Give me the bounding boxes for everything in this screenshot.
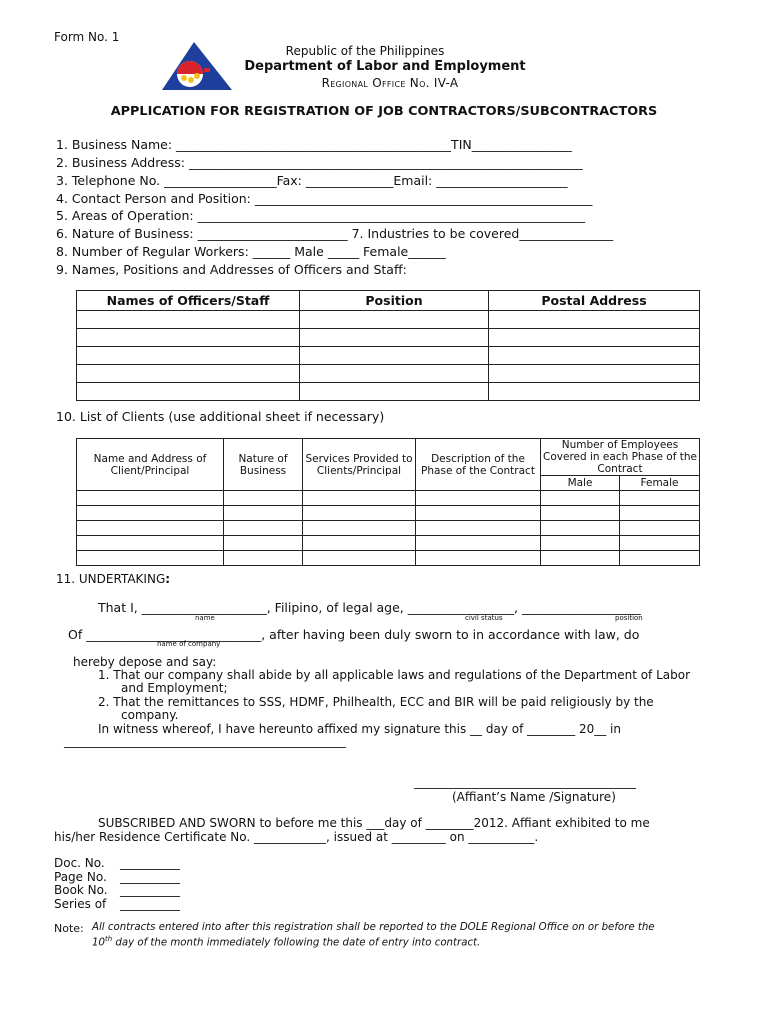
table-row xyxy=(77,521,700,536)
note-text-1: All contracts entered into after this registration shall be reported to the DOLE Regional Office on or before the xyxy=(92,922,655,933)
table-cell[interactable] xyxy=(416,491,541,506)
field-areas-operation: 5. Areas of Operation: ______________________________________________________________ xyxy=(56,208,586,223)
logo-star xyxy=(194,73,200,79)
table-cell[interactable] xyxy=(489,365,700,383)
clients-header-phase: Description of the Phase of the Contract xyxy=(416,439,541,491)
page-no-label: Page No. xyxy=(54,870,107,884)
doc-no-blank: __________ xyxy=(120,856,180,870)
undertaking-line-company: Of ____________________________, after having been duly sworn to in accordance with law, do xyxy=(68,627,640,642)
table-cell[interactable] xyxy=(620,551,700,566)
field-officers-label: 9. Names, Positions and Addresses of Officers and Staff: xyxy=(56,262,407,277)
field-regular-workers: 8. Number of Regular Workers: ______ Male _____ Female______ xyxy=(56,244,446,259)
clients-subheader-female: Female xyxy=(620,476,700,491)
table-cell[interactable] xyxy=(541,536,620,551)
note-text-2 xyxy=(92,935,480,948)
logo-accent xyxy=(204,68,210,72)
field-contact-person: 4. Contact Person and Position: ______________________________________________________ xyxy=(56,191,593,206)
undertaking-heading-colon: : xyxy=(165,572,171,586)
field-business-address: 2. Business Address: _______________________________________________________________ xyxy=(56,155,583,170)
table-row xyxy=(77,491,700,506)
form-title: APPLICATION FOR REGISTRATION OF JOB CONTRACTORS/SUBCONTRACTORS xyxy=(110,104,658,119)
undertaking-heading xyxy=(56,572,170,586)
table-cell[interactable] xyxy=(303,536,416,551)
table-cell[interactable] xyxy=(77,536,224,551)
table-cell[interactable] xyxy=(300,365,489,383)
undertaking-line-name: That I, ____________________, Filipino, of legal age, _________________, ___________________ xyxy=(98,600,641,615)
table-cell[interactable] xyxy=(300,329,489,347)
table-cell[interactable] xyxy=(224,536,303,551)
department-name: Department of Labor and Employment xyxy=(244,59,526,74)
undertaking-item-1b: and Employment; xyxy=(121,681,228,695)
series-label: Series of xyxy=(54,897,107,911)
field-nature-business: 6. Nature of Business: ________________________ 7. Industries to be covered_______________ xyxy=(56,226,614,241)
affiant-label: (Affiant’s Name /Signature) xyxy=(452,790,616,804)
table-cell[interactable] xyxy=(300,347,489,365)
table-cell[interactable] xyxy=(224,521,303,536)
clients-label: 10. List of Clients (use additional sheet if necessary) xyxy=(56,409,385,424)
book-no-blank: __________ xyxy=(120,883,180,897)
signature-line: _____________________________________ xyxy=(414,775,636,789)
table-cell[interactable] xyxy=(620,521,700,536)
label-name: name xyxy=(195,614,215,622)
doc-no-label: Doc. No. xyxy=(54,856,105,870)
table-cell[interactable] xyxy=(489,329,700,347)
undertaking-heading-text: 11. UNDERTAKING xyxy=(56,572,166,586)
officers-header-position: Position xyxy=(300,291,489,311)
table-cell[interactable] xyxy=(416,521,541,536)
witness-line: In witness whereof, I have hereunto affixed my signature this __ day of ________ 20__ in xyxy=(98,722,621,736)
table-cell[interactable] xyxy=(620,491,700,506)
table-row xyxy=(77,365,700,383)
clients-header-employees: Number of Employees Covered in each Phase of the Contract xyxy=(541,439,700,476)
table-cell[interactable] xyxy=(489,311,700,329)
note-text-2-rest: day of the month immediately following the date of entry into contract. xyxy=(112,937,481,949)
table-row xyxy=(77,329,700,347)
table-cell[interactable] xyxy=(77,311,300,329)
clients-table xyxy=(76,438,700,566)
logo-star xyxy=(181,75,187,81)
clients-header-services: Services Provided to Clients/Principal xyxy=(303,439,416,491)
table-cell[interactable] xyxy=(77,383,300,401)
table-cell[interactable] xyxy=(224,491,303,506)
table-cell[interactable] xyxy=(303,491,416,506)
clients-header-nature: Nature of Business xyxy=(224,439,303,491)
table-cell[interactable] xyxy=(416,551,541,566)
book-no-label: Book No. xyxy=(54,883,108,897)
table-cell[interactable] xyxy=(541,551,620,566)
table-row xyxy=(77,536,700,551)
officers-header-name: Names of Officers/Staff xyxy=(77,291,300,311)
jurat-line-2: his/her Residence Certificate No. ____________, issued at _________ on ___________. xyxy=(54,830,539,844)
table-cell[interactable] xyxy=(77,521,224,536)
table-cell[interactable] xyxy=(303,521,416,536)
table-cell[interactable] xyxy=(300,383,489,401)
witness-blank: _______________________________________________ xyxy=(64,734,346,748)
table-row xyxy=(77,347,700,365)
table-cell[interactable] xyxy=(77,365,300,383)
series-blank: __________ xyxy=(120,897,180,911)
jurat-line-1: SUBSCRIBED AND SWORN to before me this ___day of ________2012. Affiant exhibited to me xyxy=(98,816,650,830)
table-cell[interactable] xyxy=(303,551,416,566)
table-cell[interactable] xyxy=(224,551,303,566)
clients-subheader-male: Male xyxy=(541,476,620,491)
undertaking-depose: hereby depose and say: xyxy=(73,655,217,669)
logo-star xyxy=(188,77,194,83)
label-civil-status: civil status xyxy=(465,614,503,622)
undertaking-item-1: 1. That our company shall abide by all applicable laws and regulations of the Department of Labor xyxy=(98,668,691,682)
table-cell[interactable] xyxy=(77,491,224,506)
label-position: position xyxy=(615,614,643,622)
table-cell[interactable] xyxy=(224,506,303,521)
table-cell[interactable] xyxy=(77,506,224,521)
field-telephone: 3. Telephone No. __________________Fax: ______________Email: _____________________ xyxy=(56,173,568,188)
note-ordinal: 10 xyxy=(92,937,105,949)
officers-table xyxy=(76,290,700,401)
table-cell[interactable] xyxy=(541,491,620,506)
note-label: Note: xyxy=(54,922,84,935)
table-cell[interactable] xyxy=(300,311,489,329)
label-company: name of company xyxy=(157,640,221,648)
undertaking-item-2b: company. xyxy=(121,708,179,722)
table-cell[interactable] xyxy=(77,347,300,365)
table-row xyxy=(77,311,700,329)
regional-office: Regional Office No. IV-A xyxy=(321,76,459,90)
table-cell[interactable] xyxy=(416,536,541,551)
table-cell[interactable] xyxy=(77,329,300,347)
table-row xyxy=(77,506,700,521)
table-cell[interactable] xyxy=(489,347,700,365)
table-cell[interactable] xyxy=(620,536,700,551)
table-row xyxy=(77,383,700,401)
officers-header-address: Postal Address xyxy=(489,291,700,311)
table-cell[interactable] xyxy=(303,506,416,521)
table-cell[interactable] xyxy=(541,506,620,521)
field-business-name: 1. Business Name: ____________________________________________TIN________________ xyxy=(56,137,572,152)
undertaking-item-2: 2. That the remittances to SSS, HDMF, Philhealth, ECC and BIR will be paid religiously by the xyxy=(98,695,654,709)
form-number: Form No. 1 xyxy=(54,30,120,44)
table-cell[interactable] xyxy=(416,506,541,521)
note-ordinal-suffix: th xyxy=(104,935,113,943)
clients-header-name: Name and Address of Client/Principal xyxy=(77,439,224,491)
table-cell[interactable] xyxy=(541,521,620,536)
page-no-blank: __________ xyxy=(120,870,180,884)
table-cell[interactable] xyxy=(489,383,700,401)
table-row xyxy=(77,551,700,566)
table-cell[interactable] xyxy=(77,551,224,566)
table-cell[interactable] xyxy=(620,506,700,521)
republic-line: Republic of the Philippines xyxy=(285,44,445,58)
